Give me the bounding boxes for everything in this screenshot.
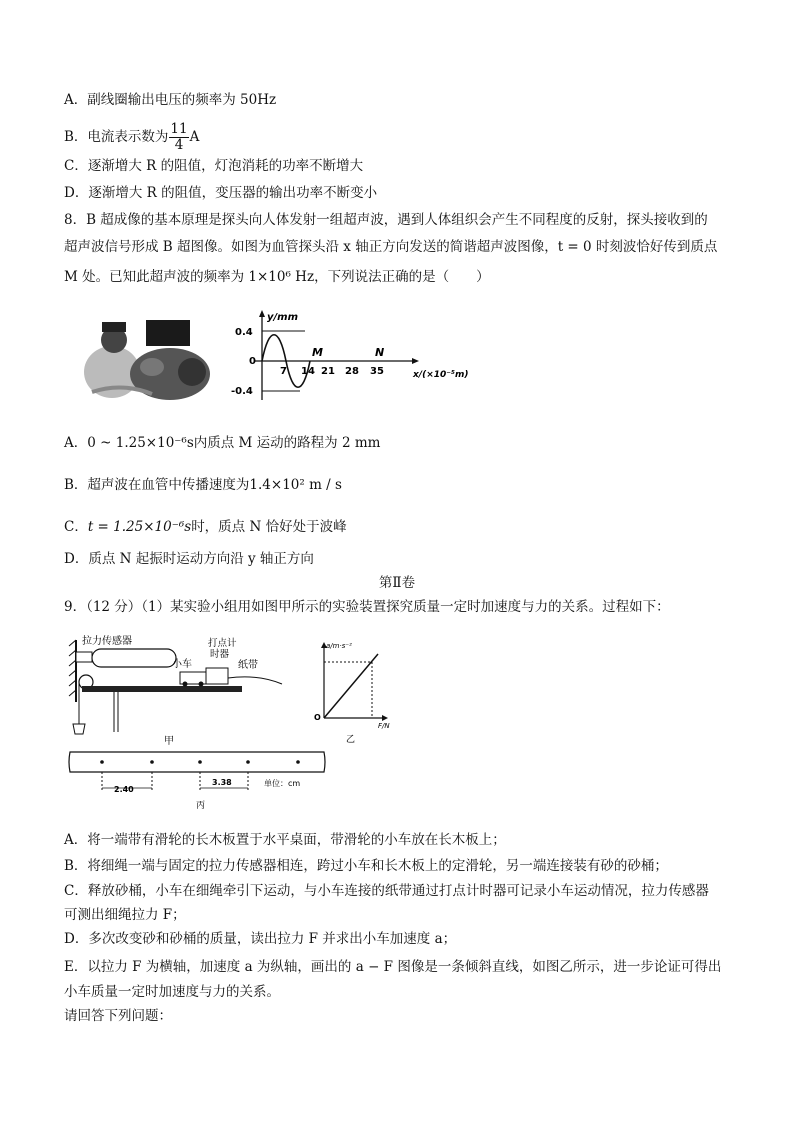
bultrasound-photo bbox=[82, 312, 212, 402]
section-title: 第Ⅱ卷 bbox=[378, 575, 416, 591]
q7-option-b bbox=[64, 122, 199, 153]
y-tick-pos: 0.4 bbox=[235, 327, 253, 338]
y-axis-label: y/mm bbox=[267, 312, 299, 323]
ticker-timer bbox=[206, 668, 228, 684]
q8-stem-line2: 超声波信号形成 B 超图像。如图为血管探头沿 x 轴正方向发送的简谐超声波图像，t = 0 时刻波恰好传到质点 bbox=[64, 239, 718, 255]
caption-bing: 丙 bbox=[196, 801, 206, 811]
q7-option-b-prefix: B．电流表示数为 bbox=[64, 129, 169, 145]
tape-body bbox=[69, 752, 325, 772]
y-axis-arrow bbox=[259, 310, 265, 317]
q7-option-a: A．副线圈输出电压的频率为 50Hz bbox=[64, 92, 277, 108]
x-axis-arrow bbox=[412, 358, 419, 364]
q8-option-a-expr: 0 ~ 1.25×10⁻⁶s bbox=[87, 435, 194, 451]
x-tick-21: 21 bbox=[321, 366, 335, 377]
q7-option-d: D．逐渐增大 R 的阻值，变压器的输出功率不断变小 bbox=[64, 185, 378, 201]
a-f-graph bbox=[310, 638, 410, 746]
q9-step-c-cont: 可测出细绳拉力 F； bbox=[64, 907, 186, 923]
af-line bbox=[324, 654, 378, 718]
q8-option-b bbox=[64, 476, 342, 494]
long-board bbox=[82, 686, 242, 692]
sand-bucket bbox=[73, 724, 85, 734]
y-tick-zero: 0 bbox=[249, 356, 256, 367]
q9-step-a: A．将一端带有滑轮的长木板置于水平桌面，带滑轮的小车放在长木板上； bbox=[64, 832, 506, 848]
y-tick-neg: -0.4 bbox=[231, 386, 253, 397]
q8-stem-line3: M 处。已知此超声波的频率为 1×10⁶ Hz，下列说法正确的是（ ） bbox=[64, 269, 490, 285]
origin-label: O bbox=[314, 713, 321, 722]
q8-option-b-expr: 1.4×10² m / s bbox=[249, 477, 342, 493]
q7-option-b-fraction bbox=[169, 122, 188, 153]
paper-tape-figure bbox=[68, 748, 330, 812]
q8-option-a-prefix: A． bbox=[64, 435, 88, 451]
point-n-label: N bbox=[375, 346, 385, 359]
dist-3-38: 3.38 bbox=[212, 778, 232, 787]
f-axis-label: F/N bbox=[378, 722, 390, 730]
q8-option-c bbox=[64, 518, 347, 536]
unit-label: 单位：cm bbox=[264, 779, 301, 788]
wave-graph bbox=[225, 306, 495, 406]
x-tick-7: 7 bbox=[280, 366, 287, 377]
fraction-denominator: 4 bbox=[174, 137, 184, 153]
force-sensor-label: 拉力传感器 bbox=[82, 636, 132, 647]
apparatus-figure bbox=[68, 632, 288, 747]
q9-prompt: 请回答下列问题： bbox=[64, 1008, 172, 1024]
x-tick-14: 14 bbox=[301, 366, 315, 377]
paper-tape bbox=[228, 677, 282, 684]
q9-step-e-cont: 小车质量一定时加速度与力的关系。 bbox=[64, 984, 280, 1000]
q9-step-e: E．以拉力 F 为横轴，加速度 a 为纵轴，画出的 a − F 图像是一条倾斜直线，如图乙所示，进一步论证可得出 bbox=[64, 959, 722, 975]
q8-stem-line1: 8．B 超成像的基本原理是探头向人体发射一组超声波，遇到人体组织会产生不同程度的反射，探头接收到的 bbox=[64, 212, 708, 228]
q9-intro: 9．（12 分）（1）某实验小组用如图甲所示的实验装置探究质量一定时加速度与力的关系。过程如下： bbox=[64, 599, 670, 615]
a-axis-label: a/m·s⁻² bbox=[326, 642, 352, 650]
q7-option-c: C．逐渐增大 R 的阻值，灯泡消耗的功率不断增大 bbox=[64, 158, 364, 174]
q8-option-c-prefix: C． bbox=[64, 519, 88, 535]
fraction-numerator: 11 bbox=[170, 121, 188, 137]
q8-option-c-expr: t = 1.25×10⁻⁶s bbox=[87, 519, 192, 535]
q8-option-a-suffix: 内质点 M 运动的路程为 2 mm bbox=[193, 435, 381, 451]
q8-option-c-suffix: 时，质点 N 恰好处于波峰 bbox=[191, 519, 347, 535]
x-tick-35: 35 bbox=[370, 366, 384, 377]
pulley-rope-tube bbox=[92, 649, 176, 667]
timer-label-1: 打点计 bbox=[208, 638, 237, 649]
x-axis-label: x/(×10⁻⁵m) bbox=[413, 370, 469, 380]
force-sensor bbox=[76, 652, 92, 662]
dist-2-40: 2.40 bbox=[114, 785, 134, 794]
q7-option-b-unit: A bbox=[189, 129, 200, 145]
caption-yi: 乙 bbox=[346, 735, 356, 745]
q9-step-c: C．释放砂桶，小车在细绳牵引下运动，与小车连接的纸带通过打点计时器可记录小车运动情况，拉力传感器 bbox=[64, 883, 709, 899]
q9-step-b: B．将细绳一端与固定的拉力传感器相连，跨过小车和长木板上的定滑轮，另一端连接装有砂的砂桶； bbox=[64, 858, 668, 874]
cart-label: 小车 bbox=[172, 659, 192, 670]
q8-option-a bbox=[64, 434, 380, 452]
q8-option-d: D．质点 N 起振时运动方向沿 y 轴正方向 bbox=[64, 551, 314, 567]
timer-label-2: 时器 bbox=[210, 649, 230, 660]
x-tick-28: 28 bbox=[345, 366, 359, 377]
point-m-label: M bbox=[312, 346, 323, 359]
caption-jia: 甲 bbox=[164, 736, 174, 747]
tape-label: 纸带 bbox=[238, 660, 258, 671]
q8-option-b-prefix: B．超声波在血管中传播速度为 bbox=[64, 477, 250, 493]
q9-step-d: D．多次改变砂和砂桶的质量，读出拉力 F 并求出小车加速度 a； bbox=[64, 931, 457, 947]
